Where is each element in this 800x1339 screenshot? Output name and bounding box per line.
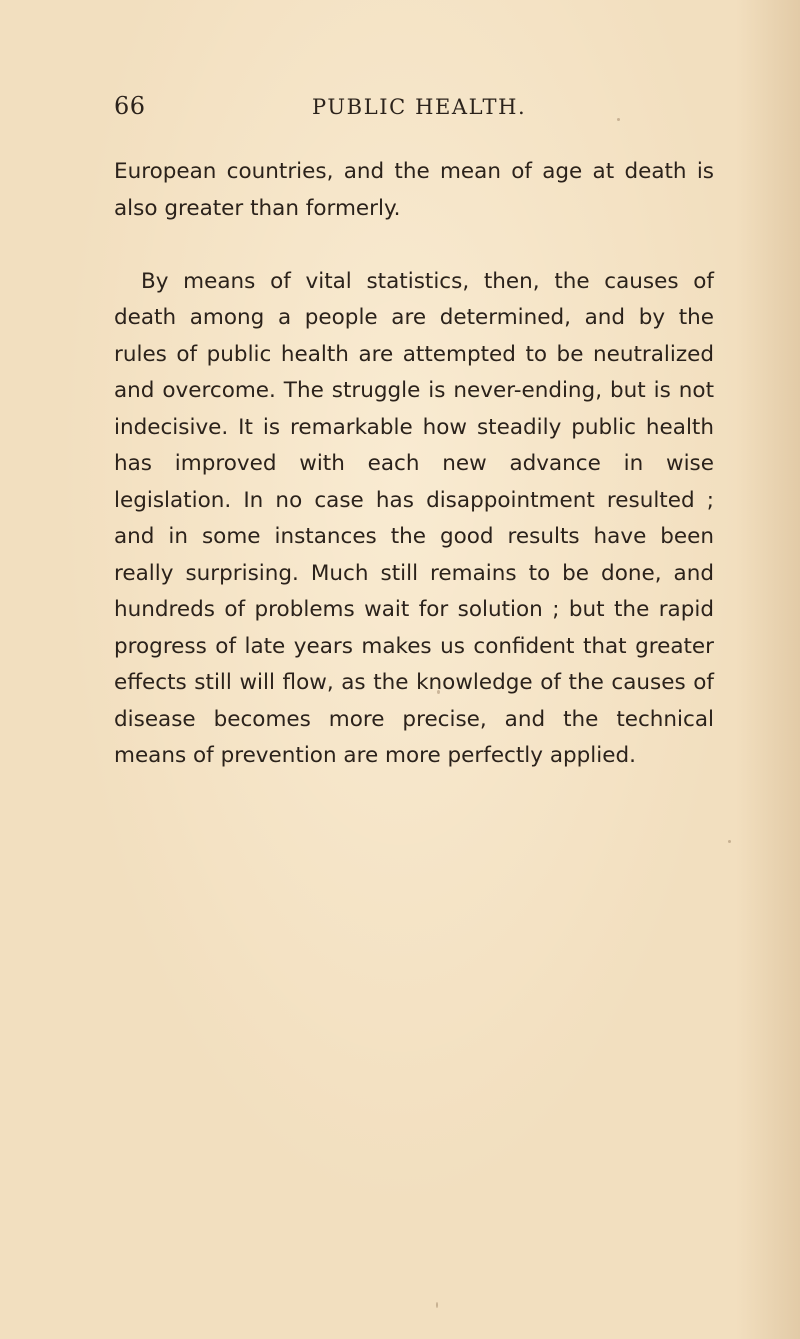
page-header (114, 92, 714, 128)
paper-speck (728, 840, 731, 843)
running-head: PUBLIC HEALTH. (312, 95, 527, 119)
paper-speck (437, 690, 440, 694)
paragraph-2: By means of vital statistics, then, the causes of death among a people are determined, and by the rules of public health are attempted to be neutralized and overcome. The struggle is never-ending, but is not indecisive. It is remarkable how steadily public health has improved with each new advance in wise legislation. In no case has disappointment resulted ; and in some instances the good results have been really surprising. Much still remains to be done, and hundreds of problems wait for solution ; but the rapid progress of late years makes us confident that greater effects still will flow, as the knowledge of the causes of disease becomes more precise, and the technical means of prevention are more perfectly applied. (114, 268, 714, 768)
paragraph-1: European countries, and the mean of age at death is also greater than formerly. (114, 159, 714, 221)
page-number: 66 (114, 92, 146, 120)
paper-speck (436, 1302, 438, 1308)
paper-speck (617, 118, 620, 121)
body-text (114, 154, 714, 775)
